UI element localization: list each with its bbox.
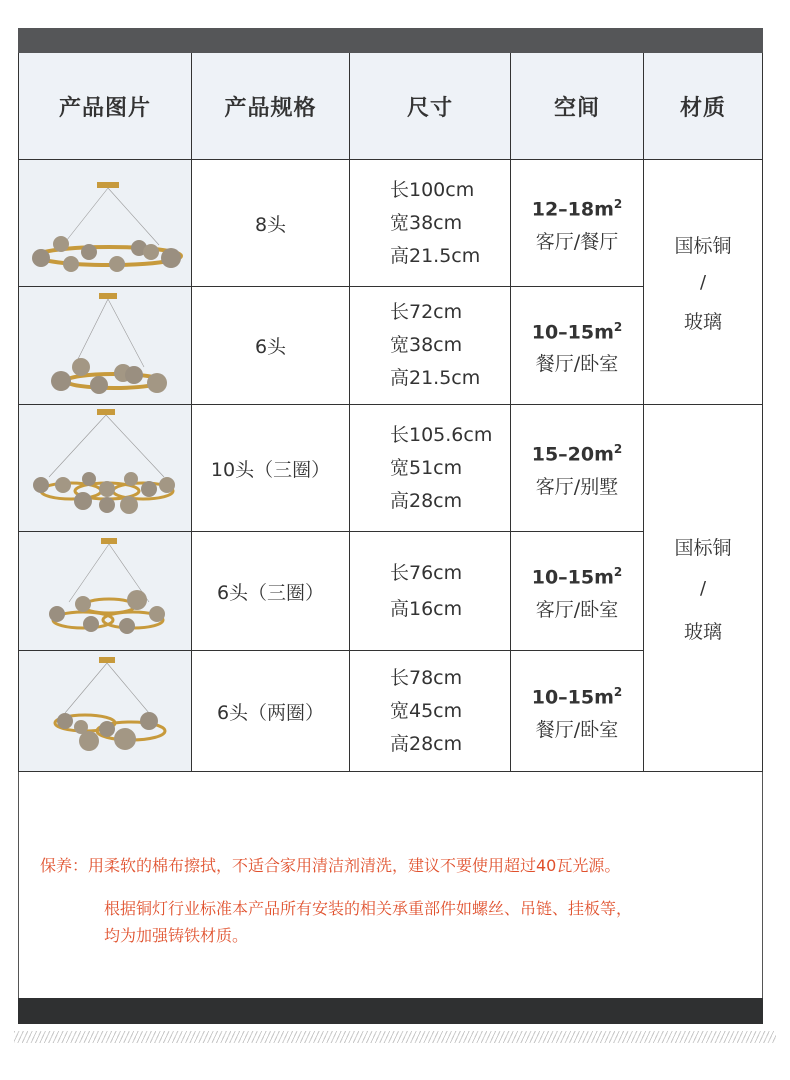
size-height: 高28cm bbox=[390, 732, 463, 755]
chandelier-icon bbox=[19, 651, 191, 770]
material-copper: 国标铜 bbox=[674, 234, 732, 257]
size-length: 长105.6cm bbox=[390, 423, 493, 446]
size-height: 高28cm bbox=[390, 489, 463, 512]
size-length: 长72cm bbox=[390, 301, 463, 323]
material-group-2 bbox=[644, 405, 763, 772]
room-type: 餐厅/卧室 bbox=[535, 718, 619, 741]
size-length: 长100cm bbox=[390, 178, 475, 201]
size-width: 宽38cm bbox=[390, 334, 463, 356]
header-size: 尺寸 bbox=[350, 53, 511, 160]
material-glass: 玻璃 bbox=[683, 310, 722, 333]
size-height: 高21.5cm bbox=[390, 244, 481, 267]
chandelier-icon bbox=[19, 160, 191, 285]
area-range: $12-18m^2$ bbox=[531, 197, 623, 221]
area-range: $10-15m^2$ bbox=[531, 685, 623, 709]
material-group-1 bbox=[644, 160, 763, 405]
space-1 bbox=[511, 160, 644, 287]
header-spec: 产品规格 bbox=[192, 53, 350, 160]
spec-5: 6头（两圈） bbox=[192, 651, 350, 772]
room-type: 客厅/别墅 bbox=[535, 475, 619, 498]
material-separator: / bbox=[699, 577, 707, 599]
size-width: 宽38cm bbox=[390, 211, 463, 234]
room-type: 客厅/卧室 bbox=[535, 598, 619, 621]
care-note: 保养：用柔软的棉布擦拭，不适合家用清洁剂清洗，建议不要使用超过40瓦光源。 bbox=[40, 856, 621, 875]
chandelier-icon bbox=[19, 287, 191, 403]
spec-2: 6头 bbox=[192, 287, 350, 405]
top-bar bbox=[18, 28, 763, 53]
product-image-3 bbox=[18, 405, 192, 532]
space-3 bbox=[511, 405, 644, 532]
material-glass: 玻璃 bbox=[683, 620, 722, 643]
product-image-5 bbox=[18, 651, 192, 772]
header-image: 产品图片 bbox=[18, 53, 192, 160]
bottom-bar bbox=[18, 998, 763, 1024]
size-width: 宽45cm bbox=[390, 699, 463, 722]
room-type: 餐厅/卧室 bbox=[535, 353, 619, 376]
area-range: $15-20m^2$ bbox=[531, 442, 623, 466]
standard-note-cont: 均为加强铸铁材质。 bbox=[104, 926, 249, 945]
area-range: $10-15m^2$ bbox=[531, 565, 623, 589]
space-4 bbox=[511, 532, 644, 651]
standard-note: 根据铜灯行业标准本产品所有安装的相关承重部件如螺丝、吊链、挂板等， bbox=[104, 899, 633, 918]
space-2 bbox=[511, 287, 644, 405]
size-length: 长78cm bbox=[390, 666, 463, 689]
size-4 bbox=[350, 532, 511, 651]
space-5 bbox=[511, 651, 644, 772]
area-range: $10-15m^2$ bbox=[531, 319, 623, 344]
size-2 bbox=[350, 287, 511, 405]
size-5 bbox=[350, 651, 511, 772]
spec-4: 6头（三圈） bbox=[192, 532, 350, 651]
chandelier-icon bbox=[19, 532, 191, 649]
size-1 bbox=[350, 160, 511, 287]
header-material: 材质 bbox=[644, 53, 763, 160]
size-length: 长76cm bbox=[390, 562, 463, 584]
decorative-hatch bbox=[14, 1031, 776, 1043]
spec-3: 10头（三圈） bbox=[192, 405, 350, 532]
size-height: 高16cm bbox=[390, 598, 463, 620]
size-width: 宽51cm bbox=[390, 456, 463, 479]
chandelier-icon bbox=[19, 405, 191, 530]
size-height: 高21.5cm bbox=[390, 367, 481, 389]
product-image-2 bbox=[18, 287, 192, 405]
room-type: 客厅/餐厅 bbox=[535, 230, 619, 253]
material-copper: 国标铜 bbox=[674, 536, 732, 559]
header-space: 空间 bbox=[511, 53, 644, 160]
material-separator: / bbox=[699, 271, 707, 293]
product-image-4 bbox=[18, 532, 192, 651]
size-3 bbox=[350, 405, 511, 532]
product-image-1 bbox=[18, 160, 192, 287]
spec-1: 8头 bbox=[192, 160, 350, 287]
